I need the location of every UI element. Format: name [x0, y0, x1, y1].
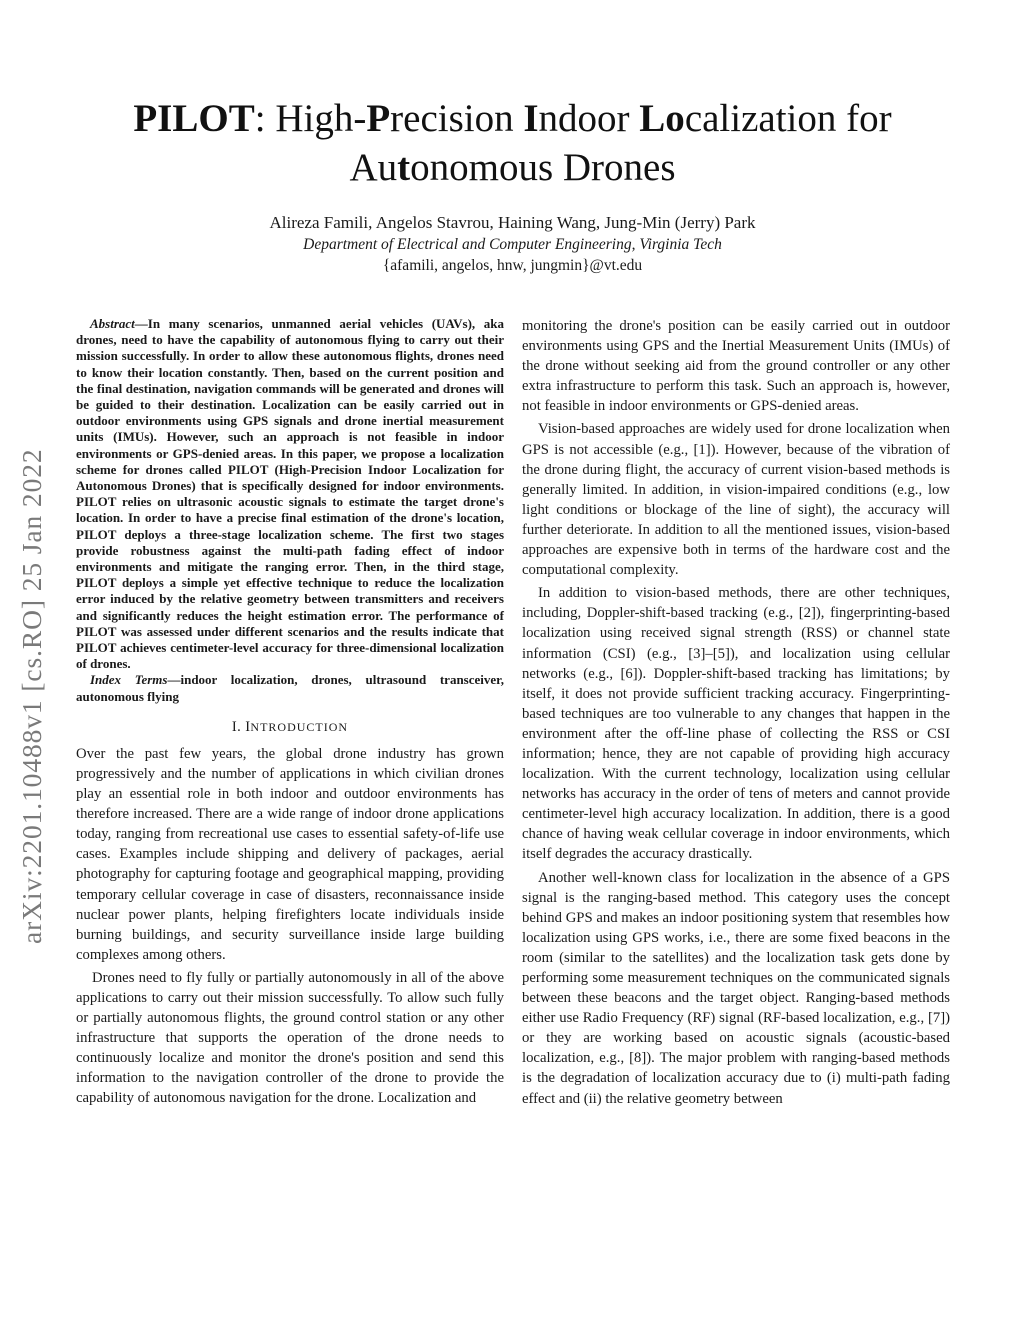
index-terms: Index Terms—indoor localization, drones, ultrasound transceiver, autonomous flying	[76, 672, 504, 704]
left-column	[76, 316, 504, 1109]
authors: Alireza Famili, Angelos Stavrou, Haining Wang, Jung-Min (Jerry) Park	[269, 213, 756, 232]
right-column	[522, 316, 950, 1109]
paragraph: Vision-based approaches are widely used for drone localization when GPS is not accessible (e.g., [1]). However, because of the vibration of the drone during flight, the accuracy of current vision-based methods is generally limited. In addition, in vision-impaired conditions (e.g., low light conditions or blockage of the line of sight), the accuracy will further deteriorate. In addition to all the mentioned issues, vision-based approaches are expensive both in terms of the hardware cost and the computational complexity.	[522, 421, 950, 579]
affiliation: Department of Electrical and Computer Engineering, Virginia Tech	[303, 236, 722, 253]
title-line-2: Autonomous Drones	[349, 146, 676, 189]
abstract: Abstract—In many scenarios, unmanned aerial vehicles (UAVs), aka drones, need to have the capability of autonomous flying to carry out their mission successfully. In order to allow these autonomous flights, drones need to know their location constantly. Then, based on the current position and the final destination, navigation commands will be generated and drones will be guided to their destination. Localization can be easily carried out in outdoor environments using GPS signals and drone inertial measurement units (IMUs). However, such an approach is not feasible in indoor environments or GPS-denied areas. In this paper, we propose a localization scheme for drones called PILOT (High-Precision Indoor Localization for Autonomous Drones) that is specifically designed for indoor environments. PILOT relies on ultrasonic acoustic signals to estimate the target drone's location. In order to have a precise final estimation of the drone's location, PILOT deploys a three-stage localization scheme. The first two stages provide robustness against the multi-path fading effect of indoor environments and mitigate the ranging error. Then, in the third stage, PILOT deploys a simple yet effective technique to reduce the localization error induced by the relative geometry between transmitters and receivers and significantly reduces the height estimation error. The performance of PILOT was assessed under different scenarios and the results indicate that PILOT achieves centimeter-level accuracy for three-dimensional localization of drones.	[76, 316, 504, 672]
email: {afamili, angelos, hnw, jungmin}@vt.edu	[382, 257, 643, 274]
paragraph: monitoring the drone's position can be easily carried out in outdoor environments using GPS and the Inertial Measurement Units (IMUs) of the drone without seeking aid from the ground controller or any other extra infrastructure to perform this task. Such an approach is, however, not feasible in indoor environments or GPS-denied areas.	[522, 318, 950, 415]
arxiv-stamp: arXiv:2201.10488v1 [cs.RO] 25 Jan 2022	[16, 448, 47, 944]
paragraph: Over the past few years, the global drone industry has grown progressively and the number of applications in which civilian drones play an essential role in both indoor and outdoor environments has therefore increased. There are a wide range of indoor drone applications today, ranging from recreational use cases to essential safety-of-life use cases. Examples include shipping and delivery of packages, aerial photography for capturing footage and geographical mapping, providing temporary cellular coverage in case of disasters, reconnaissance inside nuclear power plants, helping firefighters locate individuals inside burning buildings, and security surveillance inside large building complexes among others.	[76, 745, 504, 963]
section-heading-introduction: I. INTRODUCTION	[231, 718, 349, 735]
paragraph: In addition to vision-based methods, there are other techniques, including, Doppler-shift-based tracking (e.g., [2]), fingerprinting-based localization using received signal strength (RSS) or channel state information (CSI) (e.g., [3]–[5]), and localization using cellular networks (e.g., [6]). Doppler-shift-based tracking has limitations; by itself, it does not provide sufficient tracking accuracy. Fingerprinting-based techniques are too vulnerable to any changes that happen in the environment after the off-line phase of collecting the RSS or CSI information; hence, they are not capable of providing high accuracy localization. With the current technology, localization using cellular networks has accuracy in the order of tens of meters and cannot provide centimeter-level high accuracy localization. In addition, there is a good chance of having weak cellular coverage in indoor environments, which itself degrades the accuracy drastically.	[522, 585, 950, 863]
paper-title	[90, 94, 935, 192]
paragraph: Drones need to fly fully or partially autonomously in all of the above applications to carry out their mission successfully. To allow such fully or partially autonomous flights, the ground control station or any other infrastructure that supports the operation of the drone needs to continuously localize and monitor the drone's position and send this information to the navigation controller of the drone to provide the capability of autonomous navigation for the drone. Localization and	[76, 969, 504, 1107]
paragraph: Another well-known class for localization in the absence of a GPS signal is the ranging-based method. This category uses the concept behind GPS and makes an indoor positioning system that resembles how localization using GPS works, i.e., there are some fixed beacons in the room (similar to the satellites) and the localization task gets done by performing some measurement techniques on the communicated signals between these beacons and the target object. Ranging-based methods either use Radio Frequency (RF) signal (RF-based localization, e.g., [7]) or they are working based on acoustic signals (acoustic-based localization, e.g., [8]). The major problem with ranging-based methods is the degradation of localization accuracy due to (i) multi-path fading effect and (ii) the relative geometry between	[522, 869, 950, 1107]
title-line-1: PILOT: High-Precision Indoor Localization for	[133, 97, 892, 140]
